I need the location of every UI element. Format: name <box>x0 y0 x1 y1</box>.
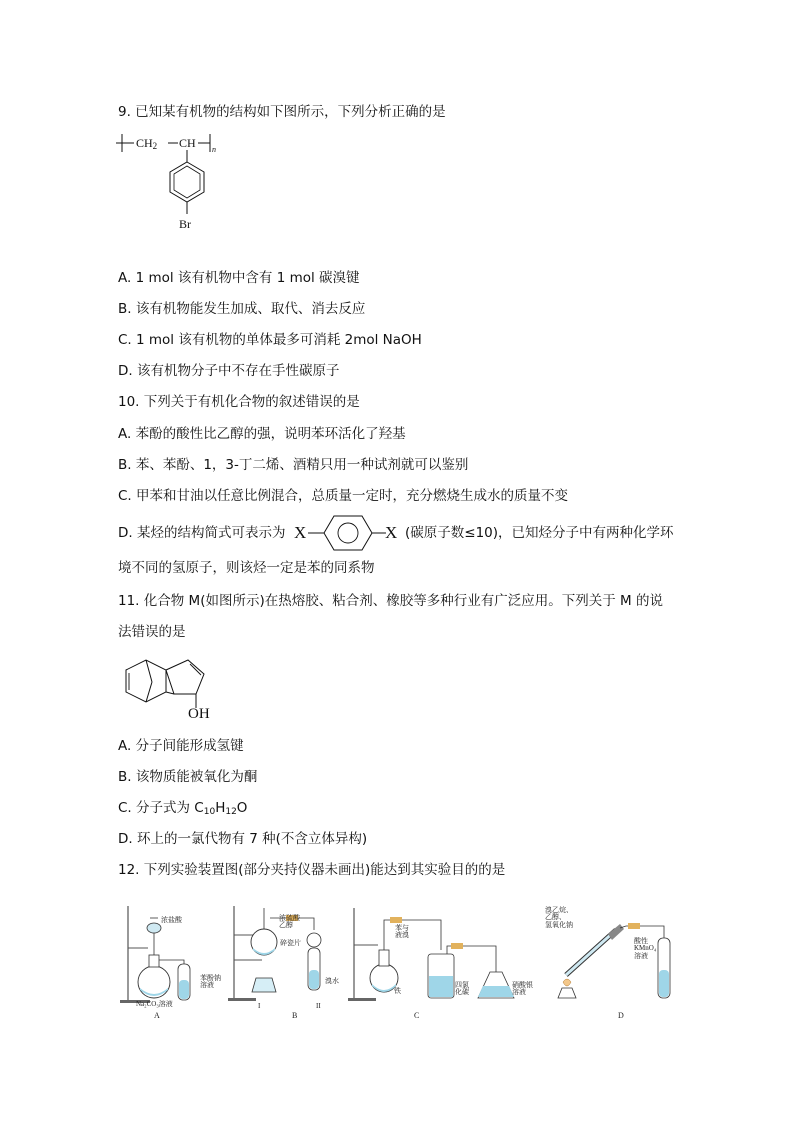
q9-option-c: C. 1 mol 该有机物的单体最多可消耗 2mol NaOH <box>118 332 422 348</box>
q9-br: Br <box>179 217 191 231</box>
q12-c-label-ccl4: 四氯 化碳 <box>455 981 469 997</box>
q10-option-a: A. 苯酚的酸性比乙醇的强，说明苯环活化了羟基 <box>118 426 406 442</box>
q11-option-c: C. 分子式为 $C_{10}H_{12}O$ <box>118 800 248 817</box>
q10-option-c: C. 甲苯和甘油以任意比例混合，总质量一定时，充分燃烧生成水的质量不变 <box>118 488 569 504</box>
q12-d-label-reagents: 溴乙烷、 乙醇、 氢氧化钠 <box>545 906 573 929</box>
q10-x-left: X <box>294 523 307 542</box>
q11-stem-line1: 11. 化合物 M(如图所示)在热熔胶、粘合剂、橡胶等多种行业有广泛应用。下列关于 M 的说 <box>118 593 663 609</box>
q9-stem: 9. 已知某有机物的结构如下图所示，下列分析正确的是 <box>118 104 446 120</box>
q9-option-a: A. 1 mol 该有机物中含有 1 mol 碳溴键 <box>118 270 360 286</box>
q10-option-d-line2: 境不同的氢原子，则该烃一定是苯的同系物 <box>118 560 375 576</box>
q12-c-caption: C <box>414 1011 420 1020</box>
q12-b-sub-ii: II <box>316 1002 321 1010</box>
q11-stem-line2: 法错误的是 <box>118 624 186 640</box>
q10-option-d-suffix: (碳原子数≤10)，已知烃分子中有两种化学环 <box>405 525 674 541</box>
q12-b-sub-i: I <box>258 1002 261 1010</box>
q9-ch2: $CH_2$ <box>136 136 158 151</box>
q12-d-caption: D <box>618 1011 624 1020</box>
q12-b-label-bromine-water: 溴水 <box>325 977 339 985</box>
q9-n: n <box>212 145 216 154</box>
q12-stem: 12. 下列实验装置图(部分夹持仪器未画出)能达到其实验目的的是 <box>118 862 506 878</box>
q12-c-label-iron: 铁 <box>394 987 401 995</box>
q10-benzene-ring <box>308 514 388 552</box>
q12-c-label-benzene-bromine: 苯与 液溴 <box>395 924 409 940</box>
q11-option-d: D. 环上的一氯代物有 7 种(不含立体异构) <box>118 831 368 847</box>
q12-d-label-kmno4: 酸性 KMnO₄ 溶液 <box>634 937 657 960</box>
q12-c-label-agno3: 硝酸银 溶液 <box>512 981 533 997</box>
q11-option-b: B. 该物质能被氧化为酮 <box>118 769 258 785</box>
q9-ch: CH <box>179 136 196 150</box>
q9-option-d: D. 该有机物分子中不存在手性碳原子 <box>118 363 340 379</box>
q12-a-caption: A <box>154 1011 160 1020</box>
q12-b-label-h2so4-ethanol: 浓硫酸 乙醇 <box>279 914 300 930</box>
q10-x-right: X <box>385 523 398 542</box>
q12-b-label-porcelain: 碎瓷片 <box>280 939 301 947</box>
q11-option-a: A. 分子间能形成氢键 <box>118 738 244 754</box>
q12-a-label-na2co3: Na₂CO₃溶液 <box>136 1000 173 1008</box>
q12-apparatus-c <box>346 900 536 1010</box>
q10-stem: 10. 下列关于有机化合物的叙述错误的是 <box>118 394 360 410</box>
q10-option-d-prefix: D. 某烃的结构简式可表示为 <box>118 525 286 541</box>
q12-a-label-conc-hcl: 浓盐酸 <box>161 916 182 924</box>
q11-oh: OH <box>188 706 210 722</box>
q12-b-caption: B <box>292 1011 298 1020</box>
q12-a-label-phenolate: 苯酚钠 溶液 <box>200 974 221 990</box>
q9-option-b: B. 该有机物能发生加成、取代、消去反应 <box>118 301 366 317</box>
q10-option-b: B. 苯、苯酚、1，3-丁二烯、酒精只用一种试剂就可以鉴别 <box>118 457 469 473</box>
